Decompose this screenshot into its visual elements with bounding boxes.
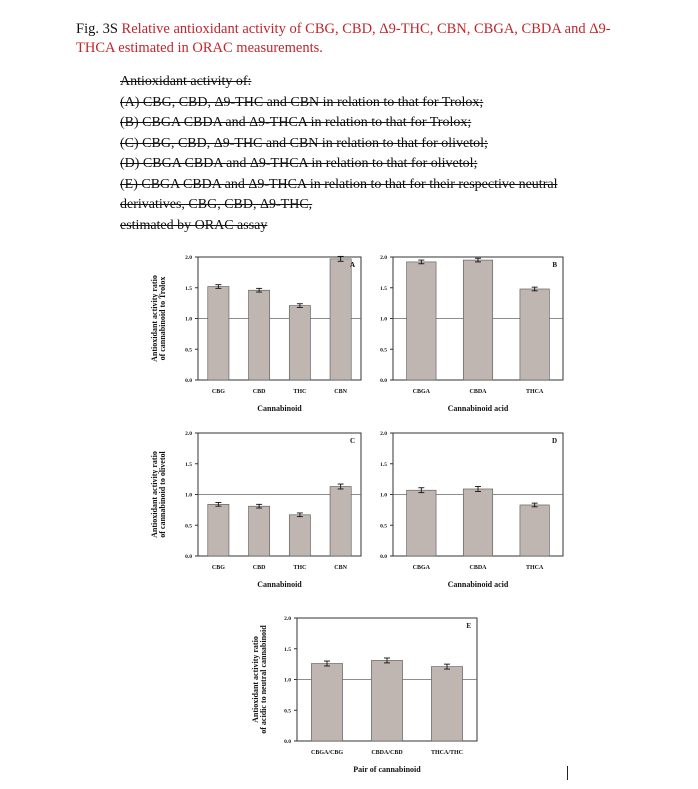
panel-e-ytick-label: 0.0 [284, 739, 291, 745]
panel-b-ytick-label: 2.0 [380, 255, 387, 261]
panel-a-bar [249, 290, 270, 380]
panel-e-letter: E [466, 622, 471, 630]
panel-b-letter: B [552, 261, 557, 269]
panel-a-category-label: CBN [334, 389, 347, 395]
panel-a-bar [289, 306, 310, 380]
panel-b-xlabel: Cannabinoid acid [447, 404, 509, 413]
panel-c-category-label: THC [293, 565, 307, 571]
struck-line-5: (D) CBGA CBDA and Δ9-THCA in relation to that for olivetol; [120, 156, 478, 171]
panel-c-ytick-label: 2.0 [185, 431, 192, 437]
struck-line-4: (C) CBG, CBD, Δ9-THC and CBN in relation to that for olivetol; [120, 135, 488, 151]
panel-e-ylabel-line1: Antioxidant activity ratio [251, 636, 260, 723]
panel-e-xlabel: Pair of cannabinoid [353, 765, 421, 774]
panel-a-ytick-label: 2.0 [185, 255, 192, 261]
panel-d-ytick-label: 1.0 [380, 492, 387, 499]
panel-b-bar [463, 260, 492, 380]
struck-line-6: (E) CBGA CBDA and Δ9-THCA in relation to that for their respective neutral [120, 176, 558, 192]
panel-c-ylabel-line2: of cannabinoid to olivetol [158, 451, 167, 538]
panel-a-category-label: THC [293, 389, 307, 395]
struck-line-3: (B) CBGA CBDA and Δ9-THCA in relation to that for Trolox; [120, 115, 472, 130]
panel-d-ytick-label: 0.0 [380, 554, 387, 560]
panel-a-ytick-label: 1.5 [185, 285, 192, 292]
panel-a-letter: A [349, 261, 355, 269]
panel-e-bar [311, 664, 342, 741]
panel-c-category-label: CBG [211, 565, 225, 571]
panel-c-letter: C [349, 437, 355, 445]
panel-d-category-label: CBDA [469, 565, 487, 571]
panel-c-bar [249, 506, 270, 556]
panel-e-ytick-label: 1.0 [284, 677, 291, 684]
panel-d-letter: D [551, 437, 557, 445]
struck-line-8: estimated by ORAC assay [120, 217, 268, 233]
panel-b-ytick-label: 1.0 [380, 316, 387, 323]
panel-d-bar [407, 490, 436, 556]
panel-d-ytick-label: 1.5 [380, 461, 387, 468]
panel-b-bar [520, 289, 549, 380]
panel-b-bar [407, 262, 436, 380]
panel-e-category-label: CBDA/CBD [371, 750, 403, 756]
panel-e-ytick-label: 0.5 [284, 708, 291, 715]
panel-d-bar [520, 505, 549, 556]
panel-e-category-label: THCA/THC [430, 750, 464, 756]
panel-b-category-label: CBGA [412, 389, 431, 395]
panel-b-category-label: THCA [525, 389, 544, 395]
panel-c-xlabel: Cannabinoid [257, 580, 302, 589]
panel-e-bar [371, 660, 402, 741]
panel-a-category-label: CBG [211, 389, 225, 395]
panel-c-category-label: CBN [334, 565, 347, 571]
panel-a-bar [208, 287, 229, 380]
panel-b-ytick-label: 0.0 [380, 378, 387, 384]
panel-b-ytick-label: 1.5 [380, 285, 387, 292]
text-cursor [567, 766, 568, 780]
panel-d-xlabel: Cannabinoid acid [447, 580, 509, 589]
panel-c-ytick-label: 1.0 [185, 492, 192, 499]
panel-a-ytick-label: 0.5 [185, 347, 192, 354]
panel-a-category-label: CBD [252, 389, 266, 395]
struck-line-2: (A) CBG, CBD, Δ9-THC and CBN in relation to that for Trolox; [120, 94, 484, 110]
struck-line-7: derivatives, CBG, CBD, Δ9-THC, [120, 197, 313, 212]
panel-a-xlabel: Cannabinoid [257, 404, 302, 413]
panel-c-bar [330, 487, 351, 556]
panel-a-ytick-label: 1.0 [185, 316, 192, 323]
panel-c-bar [208, 504, 229, 556]
panel-e-ytick-label: 1.5 [284, 646, 291, 653]
figure-label: Fig. 3S [76, 21, 118, 37]
panel-b-ytick-label: 0.5 [380, 347, 387, 354]
panel-d-bar [463, 489, 492, 556]
struck-line-1: Antioxidant activity of: [120, 74, 252, 89]
panel-e-category-label: CBGA/CBG [310, 750, 344, 756]
panel-c-ytick-label: 0.0 [185, 554, 192, 560]
panel-a-ylabel-line2: of cannabinoid to Trolox [158, 276, 167, 361]
panel-e-bar [431, 667, 462, 741]
panel-d-ytick-label: 0.5 [380, 523, 387, 530]
panel-c-ytick-label: 1.5 [185, 461, 192, 468]
panel-c-ylabel-line1: Antioxidant activity ratio [150, 451, 159, 538]
panel-d-ytick-label: 2.0 [380, 431, 387, 437]
panel-c-ytick-label: 0.5 [185, 523, 192, 530]
panel-a-bar [330, 259, 351, 380]
panel-d-category-label: CBGA [412, 565, 431, 571]
panel-b-category-label: CBDA [469, 389, 487, 395]
panel-c-category-label: CBD [252, 565, 266, 571]
panel-d-category-label: THCA [525, 565, 544, 571]
panel-e-ylabel-line2: of acidic to neutral cannabinoid [259, 625, 268, 734]
panel-c-bar [289, 515, 310, 556]
panel-e-ytick-label: 2.0 [284, 616, 291, 622]
panel-a-ytick-label: 0.0 [185, 378, 192, 384]
figure-title: Relative antioxidant activity of CBG, CBD, Δ9-THC, CBN, CBGA, CBDA and Δ9-THCA estimated in ORAC measurements. [76, 21, 611, 56]
panel-a-ylabel-line1: Antioxidant activity ratio [150, 275, 159, 362]
